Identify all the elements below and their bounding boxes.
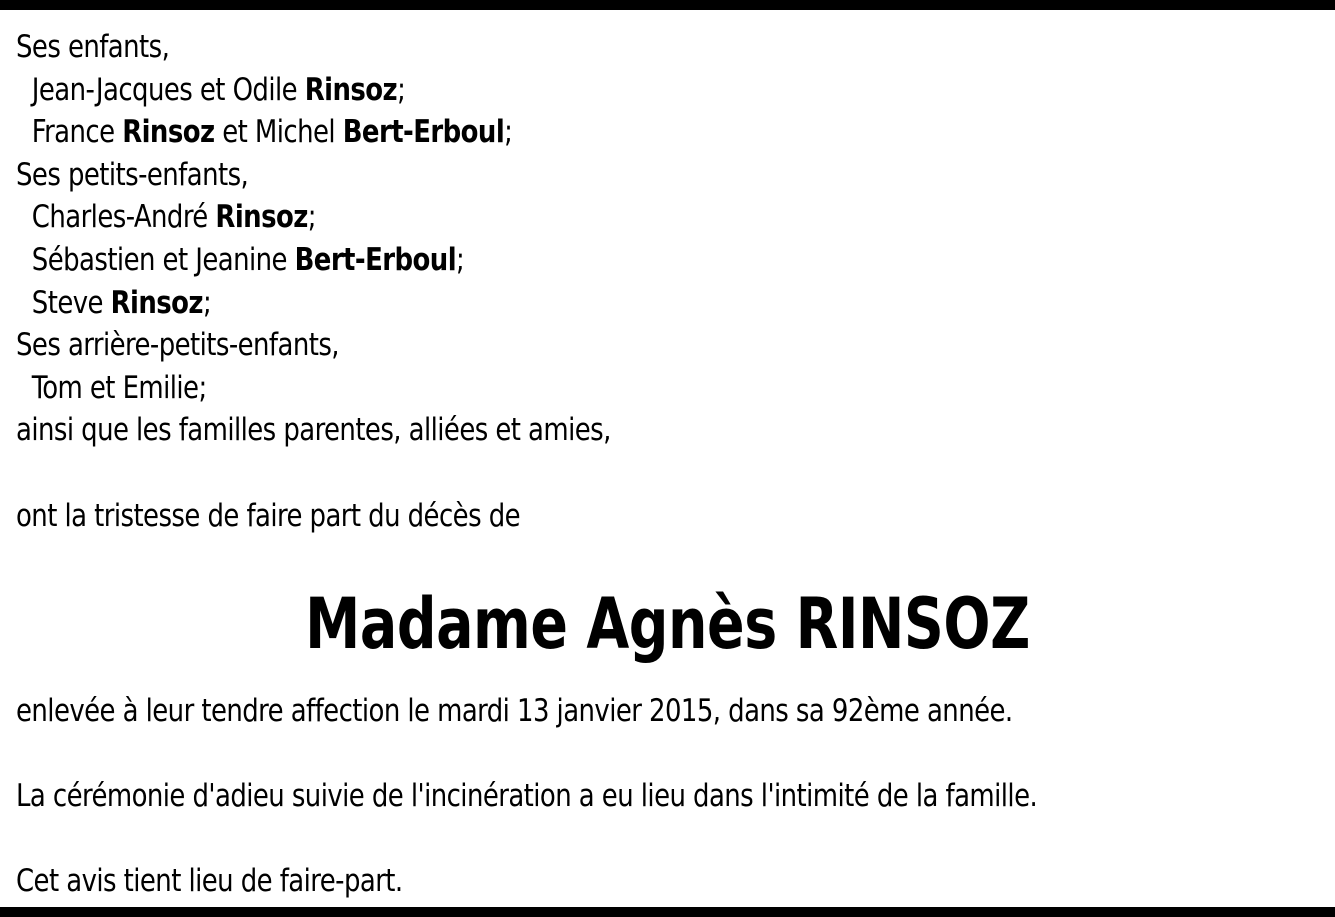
child-1-first: Jean-Jacques et Odile — [31, 71, 298, 108]
ceremony-line: La cérémonie d'adieu suivie de l'incinération a eu lieu dans l'intimité de la famille. — [16, 778, 1038, 815]
bottom-border-rule — [0, 907, 1335, 917]
notice-line: Cet avis tient lieu de faire-part. — [16, 863, 403, 900]
children-heading: Ses enfants, — [16, 29, 170, 65]
spacer — [16, 452, 1230, 495]
grandchild-line-3: Steve Rinsoz; — [31, 284, 212, 321]
deceased-name: Madame Agnès RINSOZ — [305, 583, 1030, 665]
passing-line: enlevée à leur tendre affection le mardi 13 janvier 2015, dans sa 92ème année. — [16, 693, 1013, 729]
announcement-line: ont la tristesse de faire part du décès de — [16, 497, 521, 534]
spacer — [16, 733, 1230, 776]
top-border-rule — [0, 0, 1335, 10]
child-1-surname: Rinsoz — [304, 71, 398, 108]
child-line-2: France Rinsoz et Michel Bert-Erboul; — [31, 114, 513, 151]
child-2-surname: Rinsoz — [122, 114, 215, 151]
great-grandchildren-line: Tom et Emilie; — [31, 369, 207, 406]
grandchild-line-2: Sébastien et Jeanine Bert-Erboul; — [31, 241, 465, 278]
grandchildren-heading: Ses petits-enfants, — [16, 156, 249, 193]
child-2-surname2: Bert-Erboul — [342, 114, 505, 151]
child-line-1: Jean-Jacques et Odile Rinsoz; — [31, 71, 406, 108]
great-grandchildren-heading: Ses arrière-petits-enfants, — [16, 327, 339, 364]
family-list — [16, 26, 1230, 537]
grandchild-line-1: Charles-André Rinsoz; — [31, 199, 316, 236]
families-line: ainsi que les familles parentes, alliées et amies, — [16, 412, 611, 449]
child-2-first: France — [31, 114, 115, 151]
closing-text — [16, 690, 1230, 903]
spacer — [16, 818, 1230, 861]
